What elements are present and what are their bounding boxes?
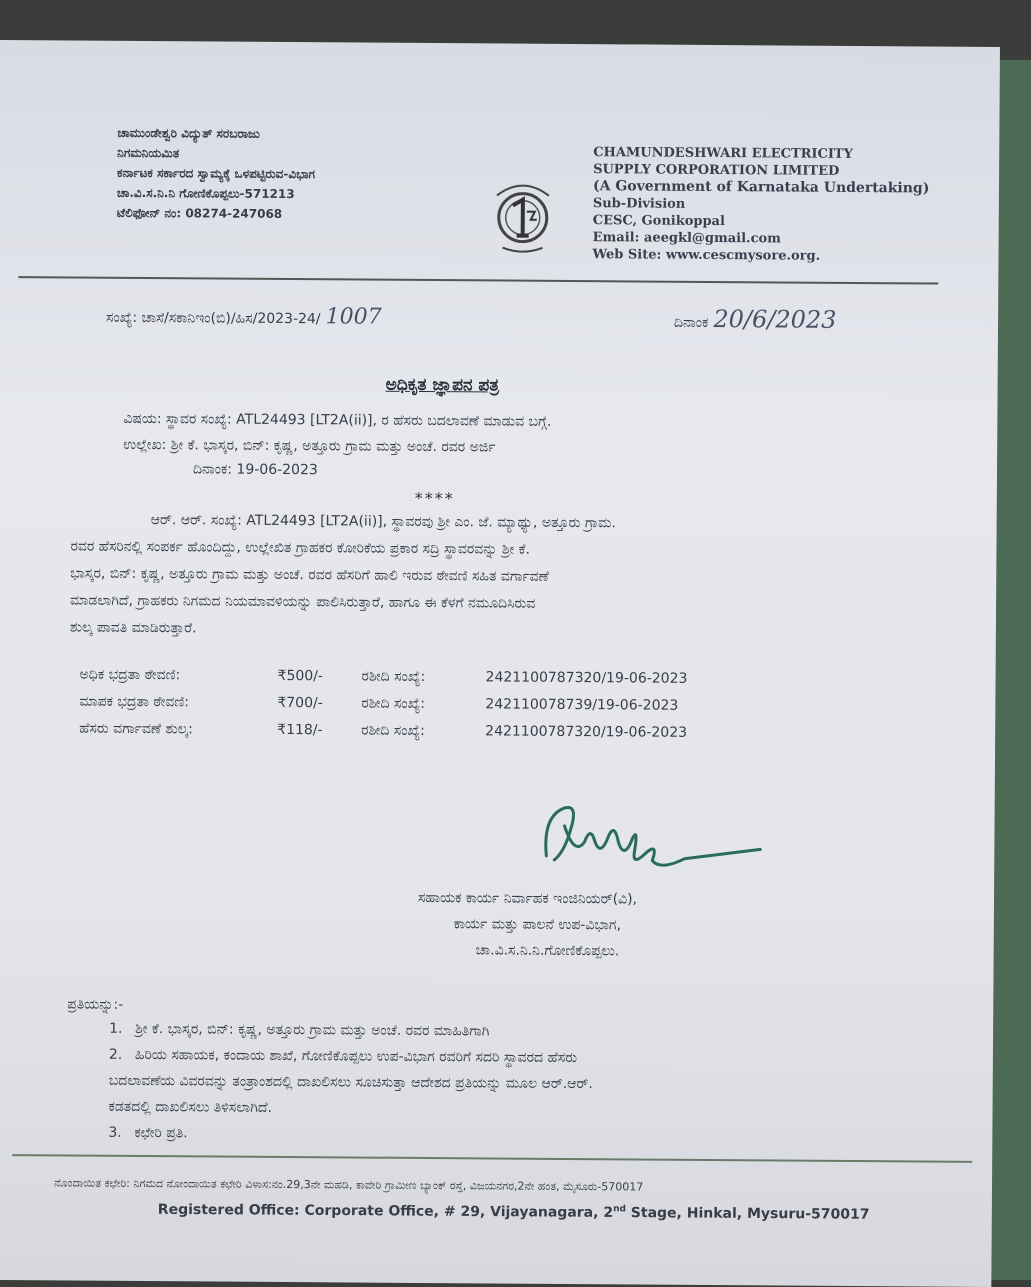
company-name: SUPPLY CORPORATION LIMITED	[593, 161, 930, 180]
reference-number	[106, 303, 382, 330]
payment-label: ಹೆಸರು ವರ್ಗಾವಣೆ ಶುಲ್ಕ:	[79, 721, 193, 738]
reference-number-handwritten: 1007	[326, 304, 382, 329]
letterhead-kn-line: ಚಾ.ವಿ.ಸ.ನಿ.ನಿ ಗೋಣಿಕೊಪ್ಪಲು-571213	[117, 183, 315, 204]
header-divider	[18, 276, 938, 284]
copy-number: 2.	[109, 1047, 122, 1063]
copy-line: ಶ್ರೀ ಕೆ. ಭಾಸ್ಕರ, ಬಿನ್: ಕೃಷ್ಣ, ಅತ್ತೂರು ಗ್ರಾಮ ಮತ್ತು ಅಂಚೆ. ರವರ ಮಾಹಿತಿಗಾಗಿ	[135, 1021, 489, 1039]
copy-line: ಕಛೇರಿ ಪ್ರತಿ.	[134, 1125, 187, 1141]
signatory-line: ಸಹಾಯಕ ಕಾರ್ಯ ನಿರ್ವಾಹಕ ಇಂಜಿನಿಯರ್(ವಿ),	[418, 885, 637, 913]
footer-english-part: Registered Office: Corporate Office, # 29, Vijayanagara, 2	[158, 1202, 613, 1221]
payment-label: ಮಾಪಕ ಭದ್ರತಾ ಠೇವಣಿ:	[79, 694, 189, 711]
body-paragraph	[70, 507, 616, 646]
payment-amount: ₹700/-	[277, 695, 323, 711]
document-sheet	[0, 40, 1000, 1287]
copy-line: ಹಿರಿಯ ಸಹಾಯಕ, ಕಂದಾಯ ಶಾಖೆ, ಗೋಣಿಕೊಪ್ಪಲು ಉಪ-ವಿಭಾಗ ರವರಿಗೆ ಸದರಿ ಸ್ಥಾವರದ ಹೆಸರು	[135, 1047, 577, 1066]
signatory-block	[418, 885, 638, 965]
payment-receipt-label: ರಶೀದಿ ಸಂಖ್ಯೆ:	[361, 723, 425, 739]
body-line: ರವರ ಹೆಸರಿನಲ್ಲಿ ಸಂಪರ್ಕ ಹೊಂದಿದ್ದು, ಉಲ್ಲೇಖಿತ ಗ್ರಾಹಕರ ಕೋರಿಕೆಯ ಪ್ರಕಾರ ಸದ್ರಿ ಸ್ಥಾವರವನ್ನು ಶ್ರೀ ಕೆ.	[70, 534, 615, 565]
cesc-logo	[491, 171, 556, 255]
payment-receipt: 2421100787320/19-06-2023	[486, 669, 688, 686]
payment-receipt-label: ರಶೀದಿ ಸಂಖ್ಯೆ:	[362, 669, 426, 685]
signatory-line: ಕಾರ್ಯ ಮತ್ತು ಪಾಲನೆ ಉಪ-ವಿಭಾಗ,	[418, 911, 637, 939]
separator-stars: ****	[415, 489, 455, 508]
reference-number-label: ಸಂಖ್ಯೆ: ಚಾಸೆ/ಸಕಾನಿಇಂ(ಬಿ)/ಹಿಸ/2023-24/	[106, 310, 321, 327]
copy-number: 3.	[108, 1125, 121, 1141]
copy-line: ಬದಲಾವಣೆಯ ವಿವರವನ್ನು ತಂತ್ರಾಂಶದಲ್ಲಿ ದಾಖಲಿಸಲು ಸೂಚಿಸುತ್ತಾ ಆದೇಶದ ಪ್ರತಿಯನ್ನು ಮೂಲ ಆರ್.ಆರ್.	[109, 1073, 593, 1092]
company-name: CHAMUNDESHWARI ELECTRICITY	[593, 144, 930, 163]
footer-kannada: ನೊಂದಾಯಿತ ಕಛೇರಿ: ನಿಗಮದ ನೋಂದಾಯಿತ ಕಛೇರಿ ವಿಳಾಸ:ನಂ.29,3ನೇ ಮಹಡಿ, ಕಾವೇರಿ ಗ್ರಾಮೀಣ ಬ್ಯಾಂಕ್ ರಸ್ತೆ, ವಿಜಯನಗರ,2ನೇ ಹಂತ, ಮೈಸೂರು-570017	[54, 1176, 643, 1194]
office-line: CESC, Gonikoppal	[593, 212, 930, 231]
payment-amount: ₹118/-	[277, 722, 323, 738]
footer-english-sup: nd	[613, 1204, 626, 1214]
signature	[534, 786, 765, 892]
body-line: ಶುಲ್ಕ ಪಾವತಿ ಮಾಡಿರುತ್ತಾರೆ.	[70, 615, 615, 646]
letterhead-kn-line: ಚಾಮುಂಡೇಶ್ವರಿ ವಿದ್ಯುತ್ ಸರಬರಾಜು	[117, 123, 315, 144]
letterhead-kn-line: ಟೆಲಿಫೋನ್ ನಂ: 08274-247068	[117, 203, 315, 224]
body-line: ಭಾಸ್ಕರ, ಬಿನ್: ಕೃಷ್ಣ, ಅತ್ತೂರು ಗ್ರಾಮ ಮತ್ತು ಅಂಚೆ. ರವರ ಹೆಸರಿಗೆ ಹಾಲಿ ಇರುವ ಠೇವಣಿ ಸಹಿತ ವರ್ಗಾವಣೆ	[70, 561, 615, 592]
footer-divider	[12, 1154, 972, 1163]
copies-heading: ಪ್ರತಿಯನ್ನು:-	[67, 996, 123, 1012]
payments-table	[79, 667, 80, 748]
payment-receipt-label: ರಶೀದಿ ಸಂಖ್ಯೆ:	[361, 696, 425, 712]
payment-amount: ₹500/-	[278, 668, 324, 684]
website-line: Web Site: www.cescmysore.org.	[592, 246, 929, 265]
company-subtitle: (A Government of Karnataka Undertaking)	[593, 178, 930, 197]
body-line: ಮಾಡಲಾಗಿದೆ, ಗ್ರಾಹಕರು ನಿಗಮದ ನಿಯಮಾವಳಿಯನ್ನು ಪಾಲಿಸಿರುತ್ತಾರೆ, ಹಾಗೂ ಈ ಕೆಳಗೆ ನಮೂದಿಸಿರುವ	[70, 588, 615, 619]
reference-date-line: ದಿನಾಂಕ: 19-06-2023	[193, 461, 318, 478]
footer-english	[158, 1201, 870, 1223]
body-line: ಆರ್. ಆರ್. ಸಂಖ್ಯೆ: ATL24493 [LT2A(ii)], ಸ್ಥಾವರವು ಶ್ರೀ ಎಂ. ಜೆ. ಮ್ಯಾಥ್ಯು, ಅತ್ತೂರು ಗ್ರಾಮ.	[71, 507, 616, 538]
reference-date-label: ದಿನಾಂಕ	[674, 315, 708, 331]
copies-list	[108, 1021, 109, 1151]
copy-line: ಕಡತದಲ್ಲಿ ದಾಖಲಿಸಲು ತಿಳಿಸಲಾಗಿದೆ.	[108, 1099, 272, 1116]
subject-line: ವಿಷಯ: ಸ್ಥಾವರ ಸಂಖ್ಯೆ: ATL24493 [LT2A(ii)], ರ ಹೆಸರು ಬದಲಾವಣೆ ಮಾಡುವ ಬಗ್ಗೆ.	[123, 411, 551, 430]
letterhead-kn-line: ಕರ್ನಾಟಕ ಸರ್ಕಾರದ ಸ್ವಾಮ್ಯಕ್ಕೆ ಒಳಪಟ್ಟಿರುವ-ವಿಭಾಗ	[117, 163, 315, 184]
letterhead-english	[592, 144, 929, 265]
reference-date-handwritten: 20/6/2023	[713, 305, 836, 334]
letterhead-kn-line: ನಿಗಮನಿಯಮಿತ	[117, 143, 315, 164]
payment-receipt: 2421100787320/19-06-2023	[485, 723, 687, 740]
payment-receipt: 242110078739/19-06-2023	[485, 696, 678, 713]
signatory-line: ಚಾ.ವಿ.ಸ.ನಿ.ನಿ.ಗೋಣಿಕೊಪ್ಪಲು.	[418, 937, 637, 965]
reference-date	[674, 305, 837, 334]
letterhead-kannada	[117, 123, 316, 224]
reference-line: ಉಲ್ಲೇಖ: ಶ್ರೀ ಕೆ. ಭಾಸ್ಕರ, ಬಿನ್: ಕೃಷ್ಣ, ಅತ್ತೂರು ಗ್ರಾಮ ಮತ್ತು ಅಂಚೆ. ರವರ ಅರ್ಜಿ	[123, 437, 495, 456]
email-line: Email: aeegkl@gmail.com	[593, 229, 930, 248]
payment-label: ಅಧಿಕ ಭದ್ರತಾ ಠೇವಣಿ:	[80, 667, 181, 684]
footer-english-part: Stage, Hinkal, Mysuru-570017	[626, 1205, 870, 1223]
office-line: Sub-Division	[593, 195, 930, 214]
document-title: ಅಧಿಕೃತ ಜ್ಞಾಪನ ಪತ್ರ	[386, 375, 500, 396]
copy-number: 1.	[109, 1021, 122, 1037]
